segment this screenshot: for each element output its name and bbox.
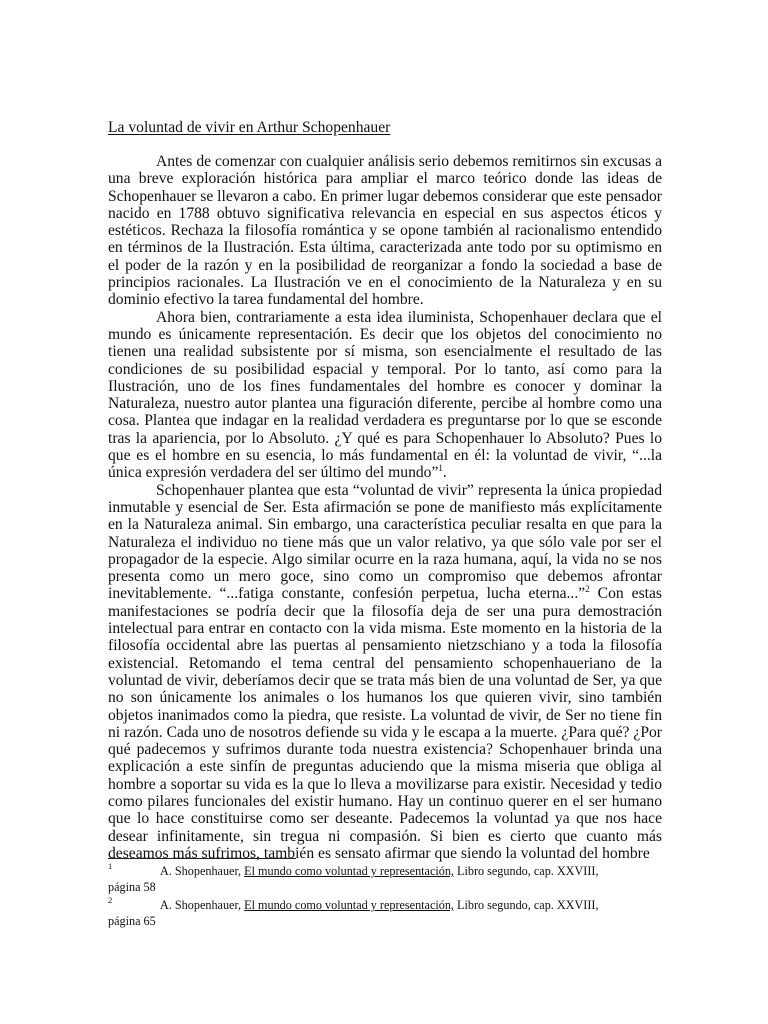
footnote-2: [108, 895, 662, 929]
footnote-book-title: El mundo como voluntad y representación,: [244, 864, 454, 878]
footnote-citation: [108, 898, 662, 914]
footnote-detail: Libro segundo, cap. XXVIII,: [453, 898, 599, 912]
footnote-book-title: El mundo como voluntad y representación,: [244, 898, 454, 912]
footnote-detail: Libro segundo, cap. XXVIII,: [453, 864, 599, 878]
footnote-page: página 58: [108, 879, 156, 894]
paragraph-1-text: Antes de comenzar con cualquier análisis serio debemos remitirnos sin excusas a una breve exploración histórica para ampliar el marco teórico donde las ideas de Schopenhauer se llevaron a cabo. En primer lugar debemos considerar que este pensador nacido en 1788 obtuvo significativa relevancia en especial en sus aspectos éticos y estéticos. Rechaza la filosofía romántica y se opone también al racionalismo entendido en términos de la Ilustración. Esta última, caracterizada ante todo por su optimismo en el poder de la razón y en la posibilidad de reorganizar a fondo la sociedad a base de principios racionales. La Ilustración ve en el conocimiento de la Naturaleza y en su dominio efectivo la tarea fundamental del hombre.: [108, 153, 662, 309]
footnote-author: A. Shopenhauer,: [160, 864, 245, 878]
body-text: [108, 153, 662, 862]
paragraph-2: [108, 309, 662, 482]
document-title: La voluntad de vivir en Arthur Schopenhauer: [108, 119, 391, 136]
footnote-citation: [108, 864, 662, 880]
paragraph-3-tail: Con estas manifestaciones se podría decir que la filosofía deja de ser una pura demostración intelectual para entrar en contacto con la vida misma. Este momento en la historia de la filosofía occidental abre las puertas al pensamiento nietzschiano y a toda la filosofía existencial. Retomando el tema central del pensamiento schopenhaueriano de la voluntad de vivir, deberíamos decir que se trata más bien de una voluntad de Ser, ya que no son únicamente los animales o los humanos los que quieren vivir, sino también objetos inanimados como la piedra, que resiste. La voluntad de vivir, de Ser no tiene fin ni razón. Cada uno de nosotros defiende su vida y le escapa a la muerte. ¿Para qué? ¿Por qué padecemos y sufrimos durante toda nuestra existencia? Schopenhauer brinda una explicación a este sinfín de preguntas aduciendo que la misma miseria que obliga al hombre a soportar su vida es la que lo lleva a movilizarse para existir. Necesidad y tedio como pilares funcionales del existir humano. Hay un continuo querer en el ser humano que lo hace constituirse como ser deseante. Padecemos la voluntad ya que nos hace desear infinitamente, sin tregua ni compasión. Si bien es cierto que cuanto más deseamos más sufrimos, también es sensato afirmar que siendo la voluntad del hombre: [108, 585, 662, 862]
paragraph-1: [108, 153, 662, 309]
paragraph-3-text: Schopenhauer plantea que esta “voluntad de vivir” representa la única propiedad inmutable y esencial de Ser. Esta afirmación se pone de manifiesto más explícitamente en la Naturaleza animal. Sin embargo, una característica peculiar resalta en que para la Naturaleza el individuo no tiene más que un valor relativo, ya que sólo vale por ser el propagador de la especie. Algo similar ocurre en la raza humana, aquí, la vida no se nos presenta como un mero goce, sino como un compromiso que debemos afrontar inevitablemente. “...fatiga constante, confesión perpetua, lucha eterna...”: [108, 481, 662, 603]
footnote-ref-2[interactable]: 2: [585, 584, 590, 595]
footnote-ref-1[interactable]: 1: [438, 463, 443, 474]
footnote-number: 2: [108, 895, 113, 905]
paragraph-2-tail: .: [442, 464, 447, 482]
footnote-separator: [108, 858, 296, 859]
footnotes: [108, 861, 662, 932]
paragraph-2-text: Ahora bien, contrariamente a esta idea iluminista, Schopenhauer declara que el mundo es únicamente representación. Es decir que los objetos del conocimiento no tienen una realidad subsistente por sí misma, son esencialmente el resultado de las condiciones de su posibilidad espacial y temporal. Por lo tanto, así como para la Ilustración, uno de los fines fundamentales del hombre es conocer y dominar la Naturaleza, nuestro autor plantea una figuración diferente, percibe al hombre como una cosa. Plantea que indagar en la realidad verdadera es preguntarse por lo que se esconde tras la apariencia, por lo Absoluto. ¿Y qué es para Schopenhauer lo Absoluto? Pues lo que es el hombre en su esencia, lo más fundamental en él: la voluntad de vivir, “...la única expresión verdadera del ser último del mundo”: [108, 308, 662, 482]
footnote-author: A. Shopenhauer,: [160, 898, 245, 912]
footnote-number: 1: [108, 861, 113, 871]
footnote-1: [108, 861, 662, 895]
footnote-page: página 65: [108, 913, 156, 928]
paragraph-3: [108, 482, 662, 863]
